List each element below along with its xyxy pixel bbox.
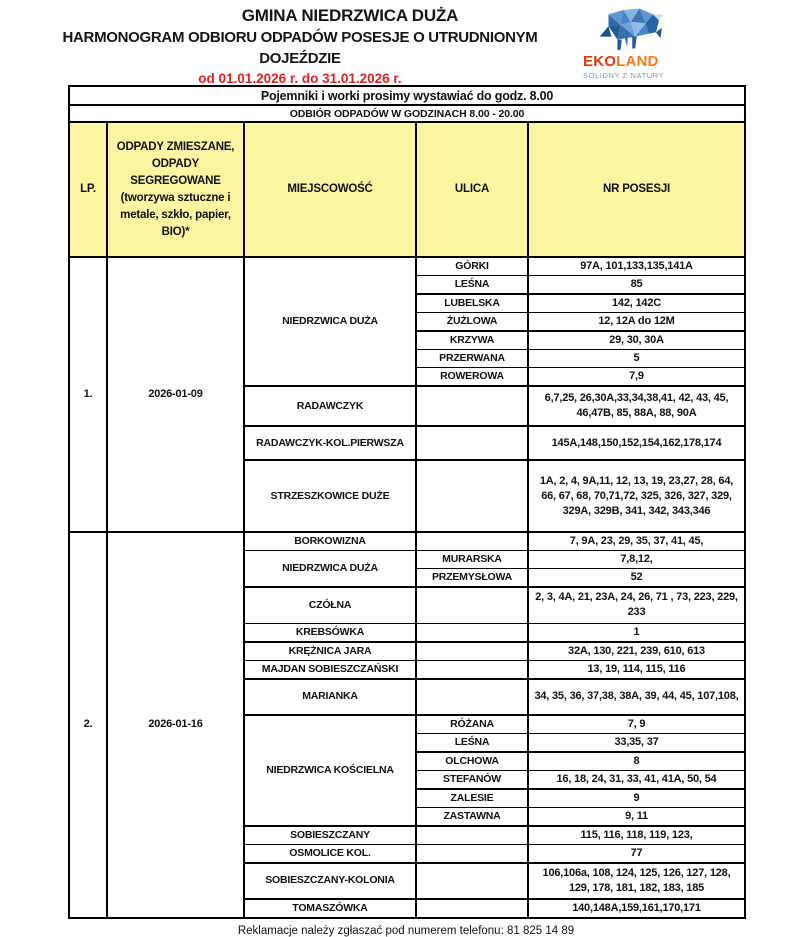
ulica-cell — [416, 899, 528, 918]
miejscowosc-cell: RADAWCZYK — [244, 386, 416, 426]
miejscowosc-cell: MARIANKA — [244, 679, 416, 715]
ulica-cell — [416, 460, 528, 532]
nr-posesji-cell: 1A, 2, 4, 9A,11, 12, 13, 19, 23,27, 28, 64, 66, 67, 68, 70,71,72, 325, 326, 327, 329, 329A, 329B, 341, 342, 343,346 — [528, 460, 745, 532]
ulica-cell: ROWEROWA — [416, 368, 528, 387]
miejscowosc-cell: OSMOLICE KOL. — [244, 844, 416, 863]
logo-tagline: SOLIDNY Z NATURY — [583, 71, 665, 80]
ulica-cell — [416, 642, 528, 661]
miejscowosc-cell: NIEDRZWICA DUŻA — [244, 257, 416, 386]
schedule-table-body — [69, 257, 745, 918]
nr-posesji-cell: 5 — [528, 350, 745, 368]
banner-hours-text: ODBIÓR ODPADÓW W GODZINACH 8.00 - 20.00 — [69, 105, 745, 122]
nr-posesji-cell: 52 — [528, 569, 745, 588]
miejscowosc-cell: SOBIESZCZANY-KOLONIA — [244, 863, 416, 899]
banner-row-containers — [69, 86, 745, 105]
nr-posesji-cell: 9 — [528, 789, 745, 808]
ulica-cell — [416, 844, 528, 863]
collection-date-cell: 2026-01-09 — [107, 257, 244, 532]
collection-date-cell: 2026-01-16 — [107, 532, 244, 918]
ulica-cell: RÓŻANA — [416, 715, 528, 734]
ulica-cell — [416, 863, 528, 899]
ulica-cell: ŻUŻLOWA — [416, 313, 528, 332]
nr-posesji-cell: 16, 18, 24, 31, 33, 41, 41A, 50, 54 — [528, 770, 745, 789]
miejscowosc-cell: CZÓŁNA — [244, 587, 416, 623]
ulica-cell — [416, 587, 528, 623]
schedule-date-range: od 01.01.2026 r. do 31.01.2026 r. — [198, 71, 402, 86]
logo-wordmark-eko: EKO — [583, 53, 617, 70]
logo-wordmark-land: LAND — [616, 53, 659, 70]
ulica-cell — [416, 826, 528, 845]
column-header-lp: LP. — [69, 122, 107, 257]
ulica-cell: GÓRKI — [416, 257, 528, 276]
nr-posesji-cell: 12, 12A do 12M — [528, 313, 745, 332]
ulica-cell: PRZERWANA — [416, 350, 528, 368]
nr-posesji-cell: 7,9 — [528, 368, 745, 387]
table-header-row — [69, 122, 745, 257]
ekoland-logo — [583, 7, 683, 80]
nr-posesji-cell: 97A, 101,133,135,141A — [528, 257, 745, 276]
column-header-odpady: ODPADY ZMIESZANE, ODPADY SEGREGOWANE (tworzywa sztuczne i metale, szkło, papier, BIO)* — [107, 122, 244, 257]
ulica-cell: ZALESIE — [416, 789, 528, 808]
ulica-cell: ZASTAWNA — [416, 807, 528, 826]
banner-containers-text: Pojemniki i worki prosimy wystawiać do godz. 8.00 — [69, 86, 745, 105]
miejscowosc-cell: KRĘŻNICA JARA — [244, 642, 416, 661]
miejscowosc-cell: TOMASZÓWKA — [244, 899, 416, 918]
column-header-nr-posesji: NR POSESJI — [528, 122, 745, 257]
page-subtitle-line2: DOJEŹDZIE — [259, 50, 341, 67]
miejscowosc-cell: KREBSÓWKA — [244, 623, 416, 642]
nr-posesji-cell: 1 — [528, 623, 745, 642]
nr-posesji-cell: 115, 116, 118, 119, 123, — [528, 826, 745, 845]
footer-complaints-line: Reklamacje należy zgłaszać pod numerem telefonu: 81 825 14 89 — [237, 924, 575, 937]
ulica-cell: OLCHOWA — [416, 752, 528, 771]
nr-posesji-cell: 140,148A,159,161,170,171 — [528, 899, 745, 918]
nr-posesji-cell: 85 — [528, 276, 745, 295]
column-header-miejscowosc: MIEJSCOWOŚĆ — [244, 122, 416, 257]
nr-posesji-cell: 6,7,25, 26,30A,33,34,38,41, 42, 43, 45, 46,47B, 85, 88A, 88, 90A — [528, 386, 745, 426]
miejscowosc-cell: STRZESZKOWICE DUŻE — [244, 460, 416, 532]
nr-posesji-cell: 9, 11 — [528, 807, 745, 826]
document-header — [0, 5, 812, 85]
nr-posesji-cell: 77 — [528, 844, 745, 863]
nr-posesji-cell: 2, 3, 4A, 21, 23A, 24, 26, 71 , 73, 223, 229, 233 — [528, 587, 745, 623]
miejscowosc-cell: RADAWCZYK-KOL.PIERWSZA — [244, 426, 416, 460]
nr-posesji-cell: 142, 142C — [528, 294, 745, 313]
column-header-ulica: ULICA — [416, 122, 528, 257]
ulica-cell: STEFANÓW — [416, 770, 528, 789]
bison-logo-icon — [589, 7, 677, 53]
nr-posesji-cell: 13, 19, 114, 115, 116 — [528, 660, 745, 679]
nr-posesji-cell: 7, 9 — [528, 715, 745, 734]
logo-wordmark — [583, 54, 683, 69]
miejscowosc-cell: BORKOWIZNA — [244, 532, 416, 551]
schedule-row — [69, 532, 745, 551]
nr-posesji-cell: 29, 30, 30A — [528, 331, 745, 350]
ulica-cell — [416, 532, 528, 551]
ulica-cell: KRZYWA — [416, 331, 528, 350]
miejscowosc-cell: NIEDRZWICA KOŚCIELNA — [244, 715, 416, 826]
nr-posesji-cell: 7,8,12, — [528, 551, 745, 569]
page-subtitle-line1: HARMONOGRAM ODBIORU ODPADÓW POSESJE O UTRUDNIONYM — [62, 29, 538, 46]
nr-posesji-cell: 32A, 130, 221, 239, 610, 613 — [528, 642, 745, 661]
nr-posesji-cell: 145A,148,150,152,154,162,178,174 — [528, 426, 745, 460]
ulica-cell — [416, 679, 528, 715]
ulica-cell — [416, 623, 528, 642]
nr-posesji-cell: 106,106a, 108, 124, 125, 126, 127, 128, 129, 178, 181, 182, 183, 185 — [528, 863, 745, 899]
nr-posesji-cell: 34, 35, 36, 37,38, 38A, 39, 44, 45, 107,108, — [528, 679, 745, 715]
nr-posesji-cell: 8 — [528, 752, 745, 771]
ulica-cell — [416, 660, 528, 679]
banner-row-hours — [69, 105, 745, 122]
ulica-cell: LEŚNA — [416, 733, 528, 752]
ulica-cell — [416, 426, 528, 460]
ulica-cell: LUBELSKA — [416, 294, 528, 313]
lp-cell: 1. — [69, 257, 107, 532]
ulica-cell: LEŚNA — [416, 276, 528, 295]
miejscowosc-cell: SOBIESZCZANY — [244, 826, 416, 845]
ulica-cell: PRZEMYSŁOWA — [416, 569, 528, 588]
ulica-cell — [416, 386, 528, 426]
page-title: GMINA NIEDRZWICA DUŻA — [241, 6, 459, 25]
miejscowosc-cell: NIEDRZWICA DUŻA — [244, 551, 416, 588]
lp-cell: 2. — [69, 532, 107, 918]
miejscowosc-cell: MAJDAN SOBIESZCZAŃSKI — [244, 660, 416, 679]
nr-posesji-cell: 7, 9A, 23, 29, 35, 37, 41, 45, — [528, 532, 745, 551]
waste-schedule-table — [68, 85, 746, 919]
schedule-row — [69, 257, 745, 276]
ulica-cell: MURARSKA — [416, 551, 528, 569]
nr-posesji-cell: 33,35, 37 — [528, 733, 745, 752]
